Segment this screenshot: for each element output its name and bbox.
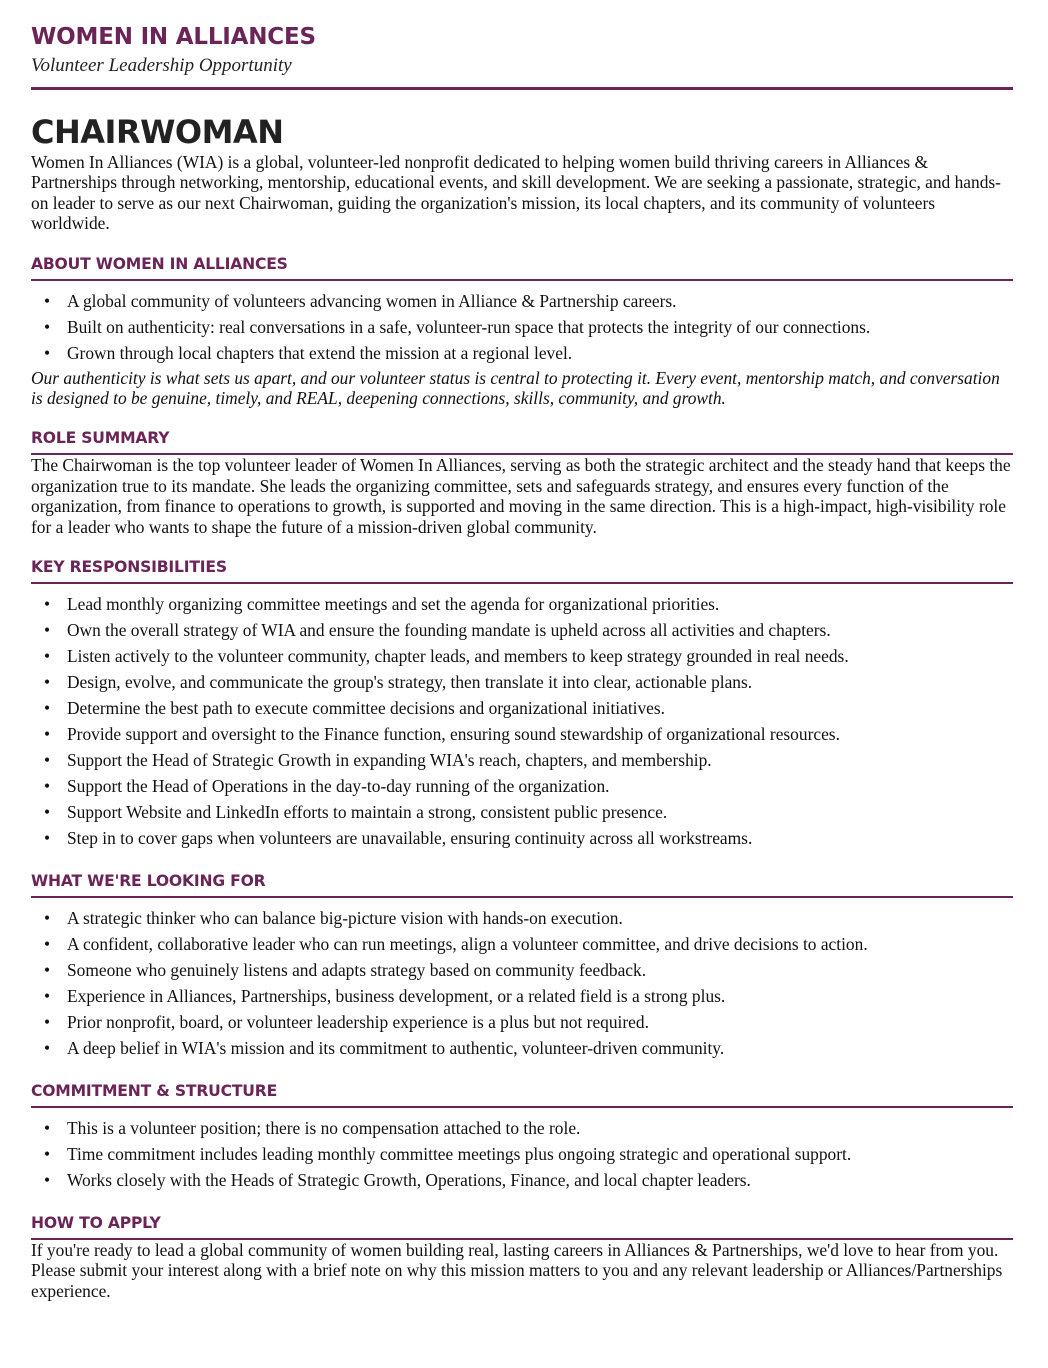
commitment-section [31, 1081, 1013, 1193]
how-to-apply-section [31, 1213, 1013, 1301]
looking-for-section [31, 871, 1013, 1061]
responsibilities-list [31, 591, 1013, 851]
list-item: • Step in to cover gaps when volunteers are unavailable, ensuring continuity across all workstreams. [31, 825, 1013, 851]
about-list [31, 288, 1013, 366]
organization-name: WOMEN IN ALLIANCES [31, 24, 316, 50]
list-item: • Time commitment includes leading monthly committee meetings plus ongoing strategic and operational support. [31, 1141, 1013, 1167]
list-item: • Design, evolve, and communicate the group's strategy, then translate it into clear, actionable plans. [31, 669, 1013, 695]
role-summary-section [31, 428, 1013, 537]
about-note: Our authenticity is what sets us apart, and our volunteer status is central to protecting it. Every event, mentorship match, and conversation is designed to be genuine, timely, and REAL, deepening connections, skills, community, and growth. [31, 367, 1000, 409]
list-item: • Works closely with the Heads of Strategic Growth, Operations, Finance, and local chapter leaders. [31, 1167, 1013, 1193]
commitment-heading: COMMITMENT & STRUCTURE [31, 1081, 1013, 1108]
responsibilities-heading: KEY RESPONSIBILITIES [31, 557, 1013, 584]
responsibilities-section [31, 557, 1013, 851]
list-item: • Provide support and oversight to the Finance function, ensuring sound stewardship of organizational resources. [31, 721, 1013, 747]
role-summary-heading: ROLE SUMMARY [31, 428, 1013, 455]
list-item: • This is a volunteer position; there is no compensation attached to the role. [31, 1115, 1013, 1141]
list-item: • Lead monthly organizing committee meetings and set the agenda for organizational priorities. [31, 591, 1013, 617]
document-page [31, 22, 1013, 1301]
role-title: CHAIRWOMAN [31, 113, 284, 151]
about-section [31, 254, 1013, 409]
list-item: • Prior nonprofit, board, or volunteer leadership experience is a plus but not required. [31, 1009, 1013, 1035]
list-item: • Determine the best path to execute committee decisions and organizational initiatives. [31, 695, 1013, 721]
list-item: • A deep belief in WIA's mission and its commitment to authentic, volunteer-driven community. [31, 1035, 1013, 1061]
looking-for-list [31, 905, 1013, 1061]
list-item: • Support Website and LinkedIn efforts to maintain a strong, consistent public presence. [31, 799, 1013, 825]
organization-tagline: Volunteer Leadership Opportunity [31, 55, 292, 76]
list-item: • Experience in Alliances, Partnerships, business development, or a related field is a strong plus. [31, 983, 1013, 1009]
about-heading: ABOUT WOMEN IN ALLIANCES [31, 254, 1013, 281]
list-item: • Listen actively to the volunteer community, chapter leads, and members to keep strategy grounded in real needs. [31, 643, 1013, 669]
list-item: • A global community of volunteers advancing women in Alliance & Partnership careers. [31, 288, 1013, 314]
list-item: • Support the Head of Operations in the day-to-day running of the organization. [31, 773, 1013, 799]
commitment-list [31, 1115, 1013, 1193]
list-item: • Support the Head of Strategic Growth in expanding WIA's reach, chapters, and membership. [31, 747, 1013, 773]
header-divider [31, 87, 1013, 90]
list-item: • Someone who genuinely listens and adapts strategy based on community feedback. [31, 957, 1013, 983]
intro-paragraph: Women In Alliances (WIA) is a global, volunteer-led nonprofit dedicated to helping women build thriving careers in Alliances & Partnerships through networking, mentorship, educational events, and skill development. We are seeking a passionate, strategic, and hands-on leader to serve as our next Chairwoman, guiding the organization's mission, its local chapters, and its community of volunteers worldwide. [31, 152, 1001, 234]
role-summary-text: The Chairwoman is the top volunteer leader of Women In Alliances, serving as both the strategic architect and the steady hand that keeps the organization true to its mandate. She leads the organizing committee, sets and safeguards strategy, and ensures every function of the organization, from finance to operations to growth, is supported and moving in the same direction. This is a high-impact, high-visibility role for a leader who wants to shape the future of a mission-driven global community. [31, 455, 1011, 537]
how-to-apply-heading: HOW TO APPLY [31, 1213, 1013, 1240]
looking-for-heading: WHAT WE'RE LOOKING FOR [31, 871, 1013, 898]
document-header [31, 22, 1013, 90]
list-item: • Built on authenticity: real conversations in a safe, volunteer-run space that protects the integrity of our connections. [31, 314, 1013, 340]
list-item: • Grown through local chapters that extend the mission at a regional level. [31, 340, 1013, 366]
list-item: • A confident, collaborative leader who can run meetings, align a volunteer committee, and drive decisions to action. [31, 931, 1013, 957]
list-item: • Own the overall strategy of WIA and ensure the founding mandate is upheld across all activities and chapters. [31, 617, 1013, 643]
how-to-apply-text: If you're ready to lead a global community of women building real, lasting careers in Alliances & Partnerships, we'd love to hear from you. Please submit your interest along with a brief note on why this mission matters to you and any relevant leadership or Alliances/Partnerships experience. [31, 1240, 1003, 1301]
list-item: • A strategic thinker who can balance big-picture vision with hands-on execution. [31, 905, 1013, 931]
